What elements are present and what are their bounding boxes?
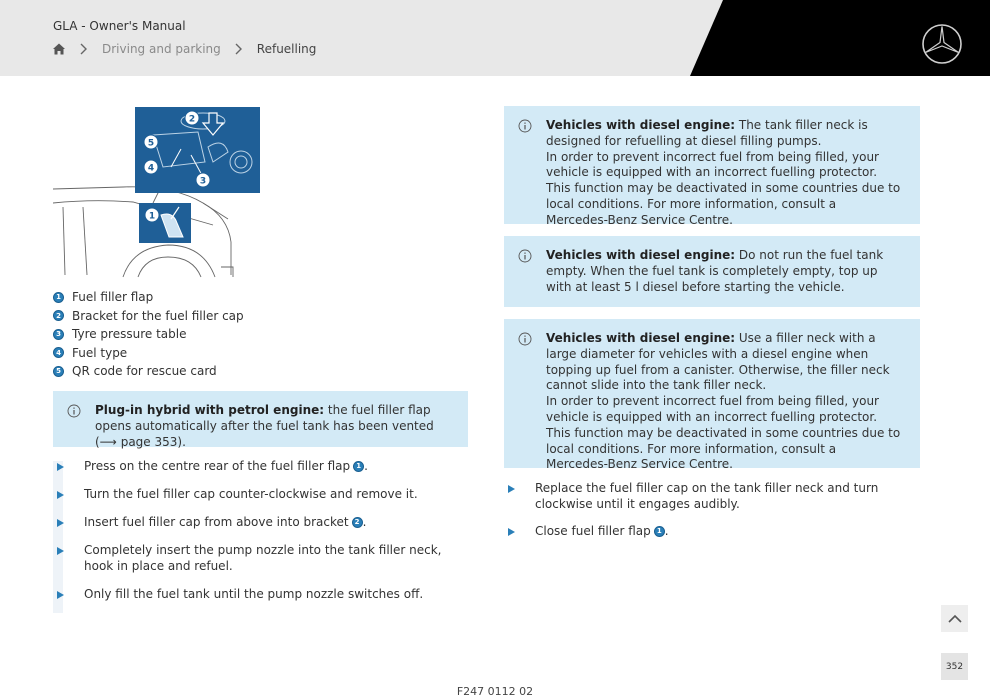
legend-item — [53, 288, 244, 307]
mercedes-star-logo[interactable] — [921, 23, 963, 65]
page-header — [0, 0, 990, 76]
breadcrumb — [52, 42, 316, 56]
legend-item — [53, 344, 244, 363]
legend-label: Tyre pressure table — [72, 327, 187, 342]
home-icon[interactable] — [52, 42, 66, 56]
note-text — [95, 403, 455, 450]
right-steps — [504, 481, 924, 540]
step-item — [53, 587, 473, 603]
legend-label: Bracket for the fuel filler cap — [72, 308, 244, 323]
chevron-right-icon — [76, 42, 92, 56]
note-text — [546, 118, 901, 229]
figure-marker-4: 4 — [147, 163, 155, 174]
step-item — [53, 515, 473, 543]
bullet-triangle-icon — [57, 519, 64, 527]
chevron-up-icon — [947, 614, 963, 624]
callout-number: 1 — [53, 292, 64, 303]
info-icon — [518, 332, 532, 346]
callout-number: 2 — [352, 517, 363, 528]
bullet-triangle-icon — [57, 463, 64, 471]
left-steps — [53, 459, 473, 603]
bullet-triangle-icon — [57, 491, 64, 499]
diesel-note-2 — [504, 236, 920, 307]
legend-label: Fuel filler flap — [72, 290, 154, 305]
note-body: Do not run the fuel tank empty. When the fuel tank is completely empty, top up with at least 5 l diesel before starting the vehicle. — [546, 248, 884, 294]
hybrid-info-note — [53, 391, 468, 447]
step-item — [53, 459, 473, 487]
callout-number: 5 — [53, 366, 64, 377]
step-text: Press on the centre rear of the fuel filler flap — [84, 459, 351, 473]
step-item — [504, 481, 924, 524]
note-body: The tank filler neck is designed for refuelling at diesel filling pumps. — [546, 118, 868, 148]
fuel-filler-figure — [53, 107, 261, 279]
callout-number: 2 — [53, 310, 64, 321]
bullet-triangle-icon — [508, 485, 515, 493]
step-item — [53, 543, 473, 587]
legend-item — [53, 307, 244, 326]
info-icon — [518, 249, 532, 263]
step-suffix: . — [362, 515, 367, 529]
step-item — [504, 524, 924, 540]
step-text: Completely insert the pump nozzle into the tank filler neck, hook in place and refuel. — [84, 543, 442, 573]
scroll-to-top-button[interactable] — [941, 605, 968, 632]
callout-number: 4 — [53, 347, 64, 358]
legend-item — [53, 325, 244, 344]
note-bold-label: Vehicles with diesel engine: — [546, 118, 736, 132]
step-text: Close fuel filler flap — [535, 524, 651, 538]
figure-legend — [53, 288, 244, 381]
diesel-note-3 — [504, 319, 920, 472]
note-body: the fuel filler flap opens automatically after the fuel tank has been vented (⟶ page 353). — [95, 403, 434, 449]
note-bold-label: Vehicles with diesel engine: — [546, 248, 736, 262]
step-text: Turn the fuel filler cap counter-clockwise and remove it. — [84, 487, 418, 501]
figure-marker-5: 5 — [147, 138, 155, 149]
callout-number: 1 — [353, 461, 364, 472]
figure-marker-3: 3 — [199, 176, 207, 187]
info-icon — [518, 119, 532, 133]
bullet-triangle-icon — [508, 528, 515, 536]
note-bold-label: Plug-in hybrid with petrol engine: — [95, 403, 325, 417]
note-text — [546, 248, 901, 295]
bullet-triangle-icon — [57, 591, 64, 599]
bullet-triangle-icon — [57, 547, 64, 555]
legend-item — [53, 362, 244, 381]
step-suffix: . — [664, 524, 669, 538]
note-bold-label: Vehicles with diesel engine: — [546, 331, 736, 345]
page-number: 352 — [941, 653, 968, 680]
step-text: Replace the fuel filler cap on the tank filler neck and turn clockwise until it engages audibly. — [535, 481, 879, 511]
diesel-note-1 — [504, 106, 920, 227]
callout-number: 3 — [53, 329, 64, 340]
step-text: Insert fuel filler cap from above into bracket — [84, 515, 349, 529]
note-text — [546, 331, 901, 473]
legend-label: QR code for rescue card — [72, 364, 217, 379]
breadcrumb-item-driving[interactable]: Driving and parking — [102, 42, 221, 56]
figure-code: F247 0112 02 — [456, 685, 534, 698]
figure-marker-1: 1 — [148, 211, 156, 222]
callout-number: 1 — [654, 526, 665, 537]
step-item — [53, 487, 473, 515]
note-body: In order to prevent incorrect fuel from being filled, your vehicle is equipped with an incorrect fuelling protector. This function may be deactivated in some countries due to local conditions. For more information, consult a Mercedes-Benz Service Centre. — [546, 394, 901, 472]
legend-label: Fuel type — [72, 345, 128, 360]
step-text: Only fill the fuel tank until the pump nozzle switches off. — [84, 587, 424, 601]
figure-marker-2: 2 — [188, 114, 196, 125]
step-suffix: . — [364, 459, 368, 473]
info-icon — [67, 404, 81, 418]
breadcrumb-item-refuelling: Refuelling — [256, 42, 317, 56]
note-body: In order to prevent incorrect fuel from being filled, your vehicle is equipped with an incorrect fuelling protector. This function may be deactivated in some countries due to local conditions. For more information, consult a Mercedes-Benz Service Centre. — [546, 149, 901, 227]
doc-title: GLA - Owner's Manual — [53, 19, 186, 33]
chevron-right-icon — [231, 42, 247, 56]
note-body: Use a filler neck with a large diameter for vehicles with a diesel engine when topping up fuel from a canister. Otherwise, the filler neck cannot slide into the tank filler neck. — [546, 331, 890, 393]
